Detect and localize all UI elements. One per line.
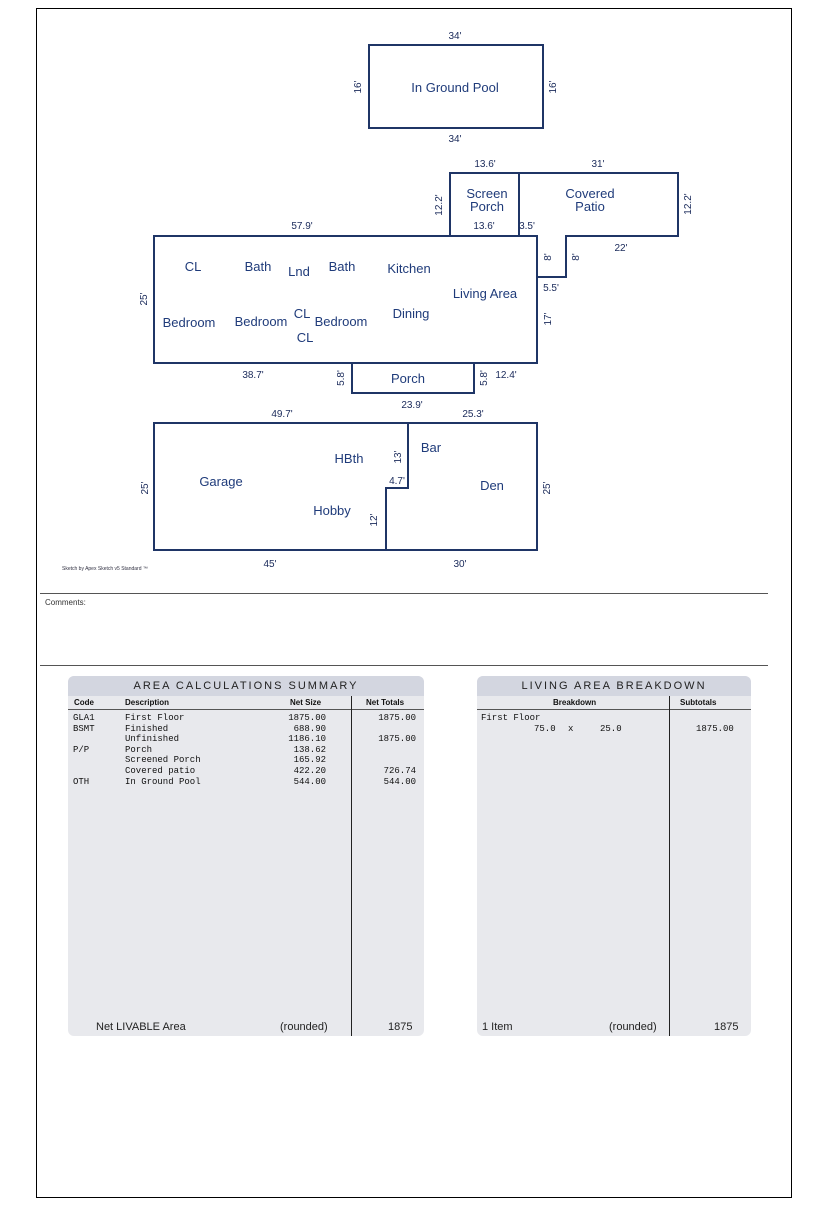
- breakdown-subtotal: 1875.00: [696, 724, 734, 734]
- header-description: Description: [125, 698, 170, 707]
- room-closet: CL: [293, 306, 311, 321]
- area-row-net-size: 422.20: [293, 766, 326, 776]
- room-half-bath: HBth: [334, 451, 364, 466]
- room-closet: CL: [296, 330, 314, 345]
- dimension-label: 13.6': [473, 221, 495, 232]
- area-row-code: P/P: [73, 744, 90, 755]
- divider: [40, 593, 768, 594]
- dimension-label: 45': [263, 559, 277, 570]
- breakdown-x: x: [568, 724, 574, 734]
- dimension-label: 38.7': [242, 370, 264, 381]
- room-covered-patio: Patio: [575, 199, 605, 214]
- room-screen-porch: Porch: [470, 199, 504, 214]
- room-kitchen: Kitchen: [387, 261, 431, 276]
- comments-label: Comments:: [45, 598, 86, 607]
- dimension-label: 25.3': [462, 409, 484, 420]
- floor-plan-sketch: [0, 0, 828, 600]
- room-bedroom: Bedroom: [234, 314, 288, 329]
- rounded-label: (rounded): [280, 1021, 328, 1033]
- area-row-net-size: 165.92: [293, 755, 326, 766]
- area-row-net-size: 138.62: [293, 744, 326, 755]
- dimension-label: 16': [548, 80, 559, 94]
- dimension-label: 25': [140, 481, 151, 495]
- room-covered-patio: Covered: [565, 186, 615, 201]
- room-bath: Bath: [328, 259, 356, 274]
- area-row-code: OTH: [73, 776, 90, 787]
- room-living-area: Living Area: [452, 286, 518, 301]
- area-row-code: GLA1: [73, 713, 95, 723]
- room-den: Den: [480, 478, 504, 493]
- area-row-net-total: 1875.00: [378, 713, 416, 723]
- dimension-label: 3.5': [519, 221, 535, 232]
- area-row-net-size: 544.00: [293, 776, 326, 787]
- area-row-description: Finished: [125, 723, 169, 734]
- room-bath: Bath: [244, 259, 272, 274]
- room-closet: CL: [184, 259, 202, 274]
- dimension-label: 49.7': [271, 409, 293, 420]
- area-row-net-size: 1186.10: [288, 734, 326, 745]
- net-livable-label: Net LIVABLE Area: [96, 1021, 186, 1033]
- area-row-description: First Floor: [125, 713, 185, 723]
- dimension-label: 22': [614, 243, 628, 254]
- area-row-net-total: 544.00: [383, 776, 416, 787]
- dimension-label: 12.4': [495, 370, 517, 381]
- item-count: 1 Item: [482, 1021, 513, 1033]
- dimension-label: 30': [453, 559, 467, 570]
- header-subtotals: Subtotals: [680, 698, 717, 707]
- room-garage: Garage: [199, 474, 243, 489]
- header-breakdown: Breakdown: [553, 698, 597, 707]
- dimension-label: 4.7': [389, 476, 405, 487]
- room-porch: Porch: [391, 371, 425, 386]
- sketch-credit: Sketch by Apex Sketch v5 Standard ™: [62, 566, 148, 572]
- header-code: Code: [74, 698, 94, 707]
- area-calculations-title: AREA CALCULATIONS SUMMARY: [68, 676, 424, 696]
- dimension-label: 5.5': [543, 283, 559, 294]
- area-row-description: Porch: [125, 744, 153, 755]
- room-hobby: Hobby: [313, 503, 351, 518]
- dimension-label: 12.2': [434, 194, 445, 216]
- area-row-description: Covered patio: [125, 766, 196, 776]
- area-row-net-size: 1875.00: [288, 713, 326, 723]
- room-screen-porch: Screen: [466, 186, 508, 201]
- room-bar: Bar: [420, 440, 442, 455]
- dimension-label: 16': [353, 80, 364, 94]
- area-row-net-size: 688.90: [293, 723, 326, 734]
- dimension-label: 12': [369, 513, 380, 527]
- rounded-label: (rounded): [609, 1021, 657, 1033]
- dimension-label: 57.9': [291, 221, 313, 232]
- dimension-label: 5.8': [479, 370, 490, 386]
- living-area-breakdown-panel: [477, 676, 751, 1036]
- area-row-code: BSMT: [73, 723, 95, 734]
- divider: [40, 665, 768, 666]
- living-area-title: LIVING AREA BREAKDOWN: [477, 676, 751, 696]
- area-row-net-total: 726.74: [383, 766, 416, 776]
- dimension-label: 25': [542, 481, 553, 495]
- area-calculations-panel: [68, 676, 424, 1036]
- dimension-label: 13.6': [474, 159, 496, 170]
- room-laundry: Lnd: [288, 264, 310, 279]
- breakdown-section: First Floor: [481, 713, 541, 723]
- net-livable-value: 1875: [388, 1021, 413, 1033]
- room-bedroom: Bedroom: [314, 314, 368, 329]
- area-row-description: In Ground Pool: [125, 776, 201, 787]
- dimension-label: 34': [448, 134, 462, 145]
- dimension-label: 23.9': [401, 400, 423, 411]
- header-net-totals: Net Totals: [366, 698, 405, 707]
- living-area-value: 1875: [714, 1021, 739, 1033]
- header-net-size: Net Size: [290, 698, 322, 707]
- dimension-label: 17': [543, 312, 554, 326]
- area-row-description: Screened Porch: [125, 755, 201, 766]
- dimension-label: 25': [139, 292, 150, 306]
- dimension-label: 34': [448, 31, 462, 42]
- dimension-label: 12.2': [683, 193, 694, 215]
- dimension-label: 8': [571, 253, 582, 261]
- room-bedroom: Bedroom: [162, 315, 216, 330]
- dimension-label: 8': [543, 253, 554, 261]
- breakdown-a: 75.0: [534, 724, 556, 734]
- breakdown-b: 25.0: [600, 724, 622, 734]
- area-row-description: Unfinished: [125, 734, 180, 745]
- area-row-net-total: 1875.00: [378, 734, 416, 745]
- dimension-label: 13': [393, 450, 404, 464]
- dimension-label: 5.8': [336, 370, 347, 386]
- room-pool: In Ground Pool: [411, 80, 499, 95]
- dimension-label: 31': [591, 159, 605, 170]
- room-dining: Dining: [392, 306, 430, 321]
